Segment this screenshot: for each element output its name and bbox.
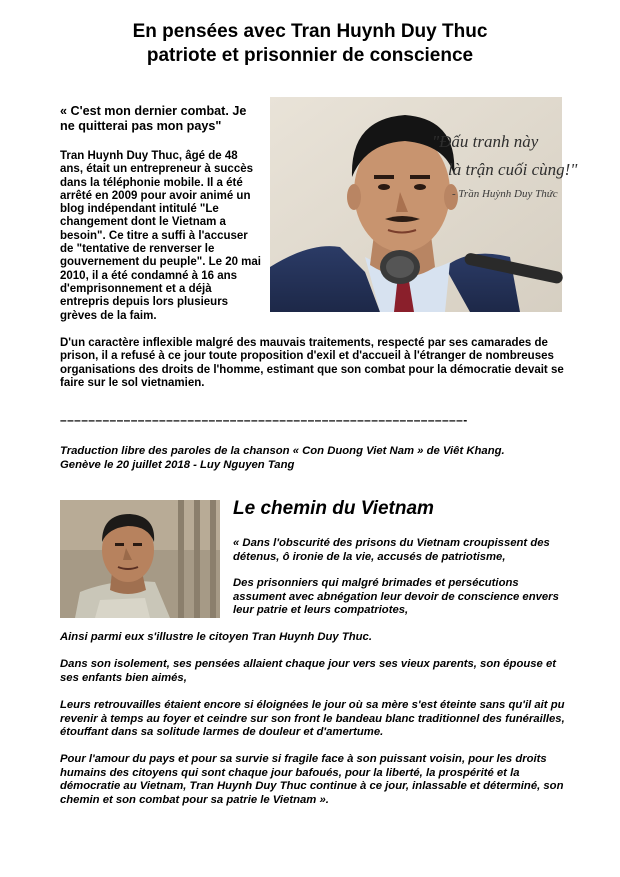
intro-quote: « C'est mon dernier combat. Je ne quitterai pas mon pays": [60, 104, 247, 133]
credit-line-1: Traduction libre des paroles de la chanson « Con Duong Viet Nam » de Viêt Khang.: [60, 445, 505, 457]
credit-line-2: Genève le 20 juillet 2018 - Luy Nguyen Tang: [60, 459, 295, 471]
portrait-photo-prison: [60, 500, 220, 618]
verse: « Dans l'obscurité des prisons du Vietnam croupissent des détenus, ô ironie de la vie, accusés de patriotisme,: [233, 537, 550, 563]
verse: Pour l'amour du pays et pour sa survie si fragile face à son puissant voisin, pour les droits humains des citoyens qui sont chaque jour bafoués, pour la liberté, la prospérité et la démocratie au Vietnam, Tran Huynh Duy Thuc continue à ce jour, inlassable et déterminé, son chemin et son combat pour sa patrie le Vietnam ».: [60, 753, 564, 806]
photo-caption-line-2: là trận cuối cùng!": [448, 160, 578, 179]
song-title: Le chemin du Vietnam: [233, 498, 434, 519]
portrait-photo-with-quote: [270, 97, 578, 312]
bio-paragraph: Tran Huynh Duy Thuc, âgé de 48 ans, était un entrepreneur à succès dans la téléphonie mobile. Il a été arrêté en 2009 pour avoir animé un blog indépendant intitulé "Le changement dont le Vietnam a besoin". Ce titre a suffi à l'accuser de "tentative de renverser le gouvernement du peuple". Le 20 mai 2010, il a été condamné à 16 ans d'emprisonnement et a déjà entrepris depuis lors plusieurs grèves de la faim.: [60, 150, 261, 322]
title-line-2: patriote et prisonnier de conscience: [146, 45, 474, 66]
photo-caption-author: - Trần Huỳnh Duy Thức: [452, 188, 558, 200]
verse: Ainsi parmi eux s'illustre le citoyen Tran Huynh Duy Thuc.: [60, 631, 372, 643]
photo-caption-line-1: "Đấu tranh này: [432, 132, 539, 151]
title-line-1: En pensées avec Tran Huynh Duy Thuc: [132, 21, 488, 42]
verse: Dans son isolement, ses pensées allaient chaque jour vers ses vieux parents, son épouse et ses enfants bien aimés,: [60, 658, 557, 684]
character-paragraph: D'un caractère inflexible malgré des mauvais traitements, respecté par ses camarades de prison, il a refusé à ce jour toute proposition d'exil et d'accueil à l'étranger de nombreuses organisations des droits de l'homme, estimant que son combat pour la démocratie devait se faire sur le sol vietnamien.: [60, 337, 564, 389]
page-title: [0, 20, 620, 68]
translation-credit: [60, 444, 560, 472]
section-divider: –––––––––––––––––––––––––––––––––––––––––––––––––––––––––-: [60, 413, 468, 427]
verse: Des prisonniers qui malgré brimades et persécutions assument avec abnégation leur devoir de conscience envers leur patrie et leurs compatriotes,: [233, 577, 559, 617]
verse: Leurs retrouvailles étaient encore si éloignées le jour où sa mère s'est éteinte sans qu'il ait pu revenir à temps au foyer et ceindre sur son front le bandeau blanc traditionnel des funérailles, étouffant dans sa solitude larmes de douleur et d'amertume.: [60, 699, 565, 739]
